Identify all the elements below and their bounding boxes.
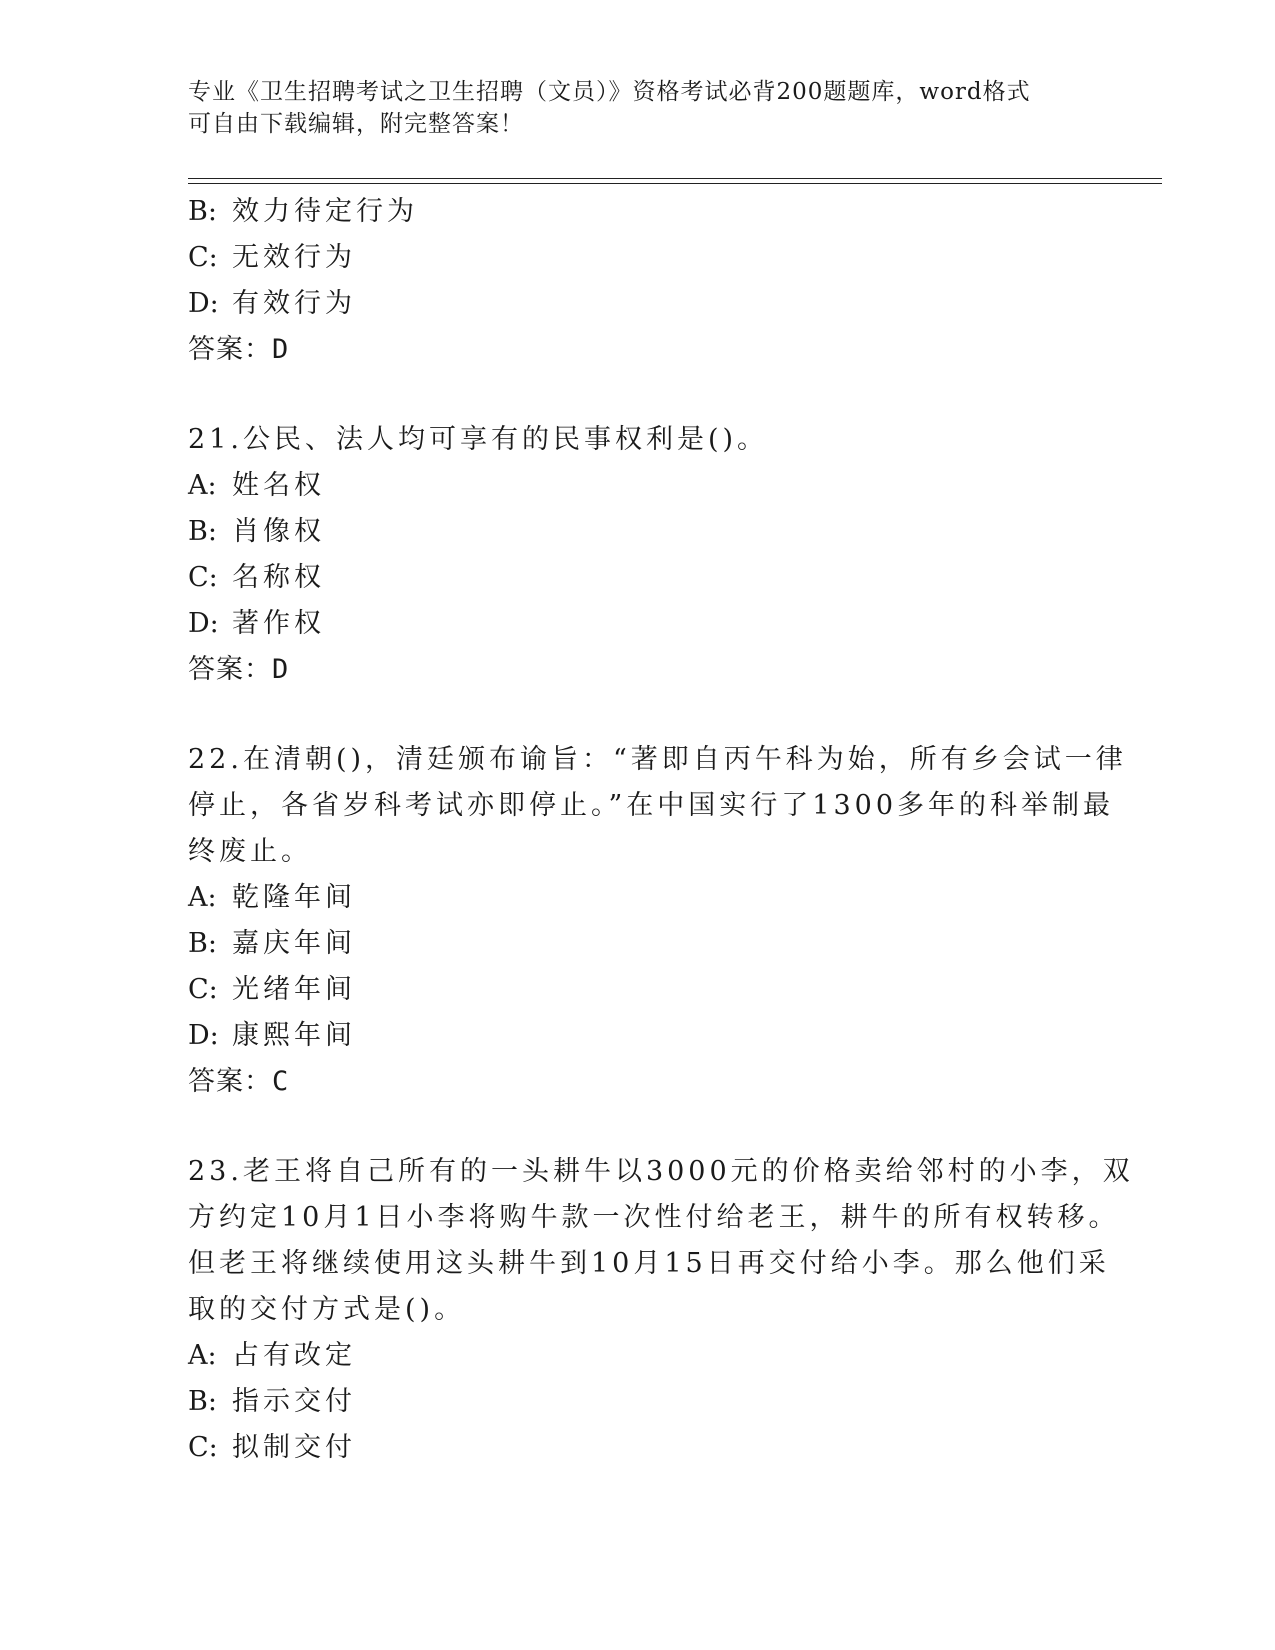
option-text: 肖像权 xyxy=(232,516,325,547)
option-letter: C: xyxy=(188,242,218,273)
option-item xyxy=(188,1425,1078,1471)
header-divider-bottom xyxy=(188,183,1162,184)
option-letter: D: xyxy=(188,1020,219,1051)
option-letter: B: xyxy=(188,516,217,547)
option-item xyxy=(188,1333,1078,1379)
option-item xyxy=(188,921,1078,967)
option-text: 有效行为 xyxy=(232,288,356,319)
answer-line: 答案：D xyxy=(188,654,290,685)
header-line-1: 专业《卫生招聘考试之卫生招聘（文员）》资格考试必背200题题库，word格式 xyxy=(188,79,1031,105)
option-text: 嘉庆年间 xyxy=(232,928,356,959)
question-21 xyxy=(188,417,1078,693)
header-line-2: 可自由下载编辑，附完整答案！ xyxy=(188,111,524,137)
option-text: 著作权 xyxy=(232,608,325,639)
option-text: 效力待定行为 xyxy=(232,196,418,227)
question-list xyxy=(188,189,1134,1471)
option-item xyxy=(188,555,1078,601)
option-text: 占有改定 xyxy=(232,1340,356,1371)
question-stem-line: 取的交付方式是()。 xyxy=(188,1294,466,1325)
option-item xyxy=(188,235,1078,281)
question-stem-line: 但老王将继续使用这头耕牛到10月15日再交付给小李。那么他们采 xyxy=(188,1248,1110,1279)
spacer xyxy=(188,1105,1078,1149)
question-stem-line: 停止，各省岁科考试亦即停止。”在中国实行了1300多年的科举制最 xyxy=(188,790,1115,821)
spacer xyxy=(188,373,1078,417)
question-stem-line: 22.在清朝()，清廷颁布谕旨：“著即自丙午科为始，所有乡会试一律 xyxy=(188,744,1127,775)
option-letter: D: xyxy=(188,608,219,639)
option-text: 指示交付 xyxy=(232,1386,356,1417)
option-letter: D: xyxy=(188,288,219,319)
option-letter: A: xyxy=(188,470,217,501)
question-stem-line: 方约定10月1日小李将购牛款一次性付给老王，耕牛的所有权转移。 xyxy=(188,1202,1120,1233)
option-text: 名称权 xyxy=(232,562,325,593)
option-item xyxy=(188,1013,1078,1059)
question-stem-line: 23.老王将自己所有的一头耕牛以3000元的价格卖给邻村的小李，双 xyxy=(188,1156,1134,1187)
option-letter: C: xyxy=(188,974,218,1005)
option-item xyxy=(188,1379,1078,1425)
option-text: 光绪年间 xyxy=(232,974,356,1005)
option-text: 康熙年间 xyxy=(232,1020,356,1051)
option-letter: B: xyxy=(188,1386,217,1417)
option-text: 拟制交付 xyxy=(232,1432,356,1463)
option-text: 无效行为 xyxy=(232,242,356,273)
option-text: 姓名权 xyxy=(232,470,325,501)
option-text: 乾隆年间 xyxy=(232,882,356,913)
option-item xyxy=(188,509,1078,555)
option-letter: B: xyxy=(188,196,217,227)
answer-line: 答案：C xyxy=(188,1066,290,1097)
option-letter: C: xyxy=(188,1432,218,1463)
option-item xyxy=(188,875,1078,921)
option-item xyxy=(188,601,1078,647)
question-23 xyxy=(188,1149,1134,1471)
option-letter: B: xyxy=(188,928,217,959)
option-item xyxy=(188,281,1078,327)
option-item xyxy=(188,189,1078,235)
spacer xyxy=(188,693,1078,737)
option-item xyxy=(188,967,1078,1013)
option-item xyxy=(188,463,1078,509)
header-divider-top xyxy=(188,178,1162,179)
question-stem: 21.公民、法人均可享有的民事权利是()。 xyxy=(188,424,769,455)
answer-line: 答案：D xyxy=(188,334,290,365)
option-letter: A: xyxy=(188,1340,217,1371)
question-stem-line: 终废止。 xyxy=(188,836,312,867)
question-20-continued xyxy=(188,189,1078,373)
option-letter: C: xyxy=(188,562,218,593)
option-letter: A: xyxy=(188,882,217,913)
document-header xyxy=(188,76,1068,140)
question-22 xyxy=(188,737,1127,1105)
